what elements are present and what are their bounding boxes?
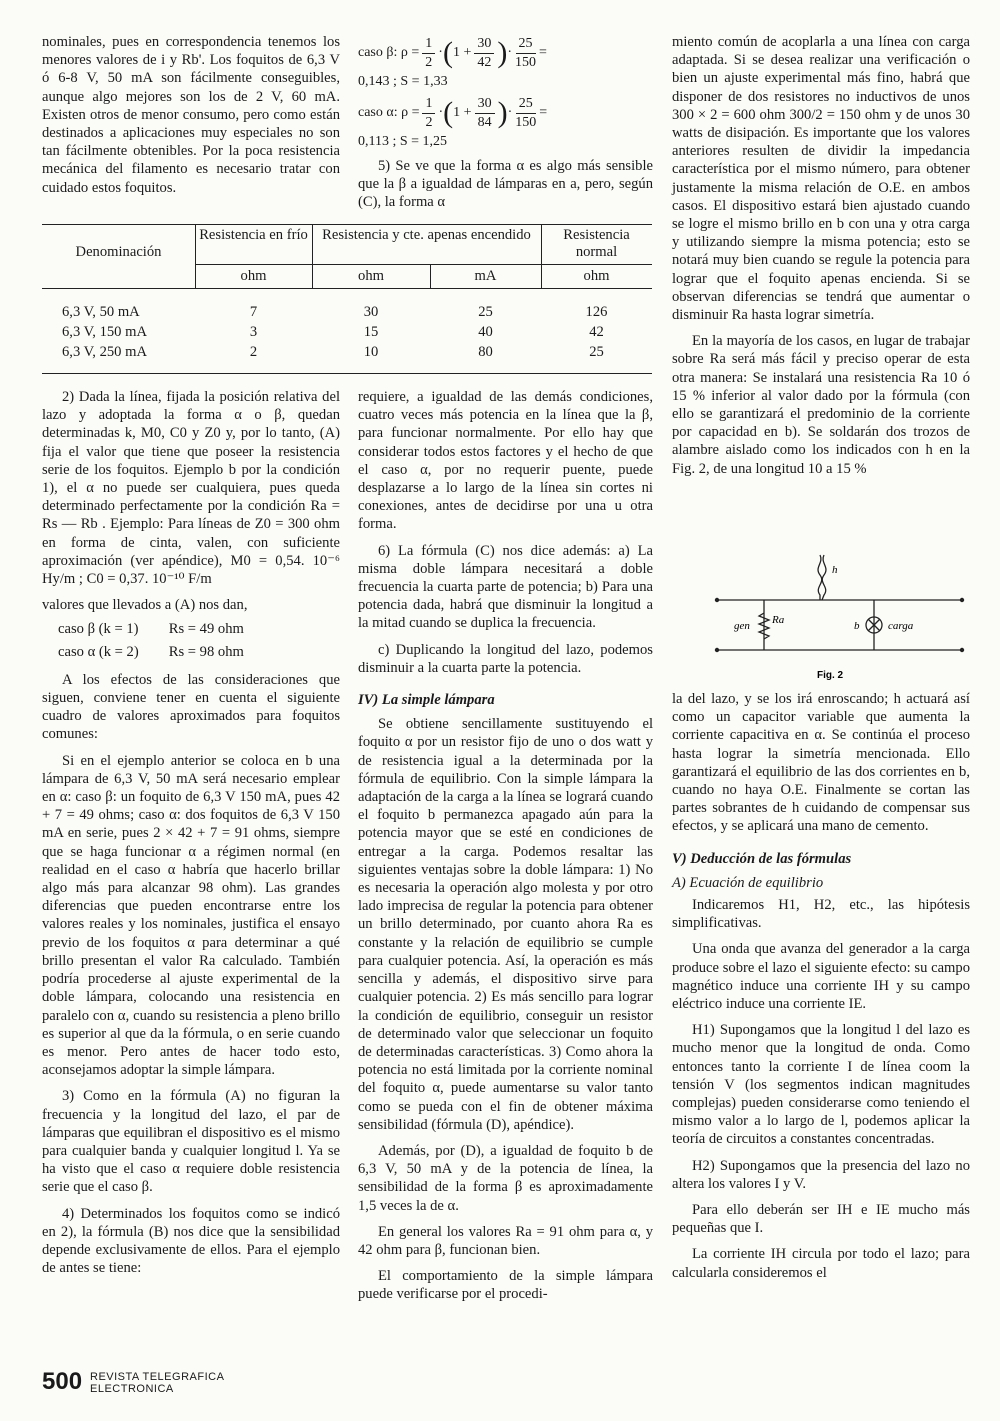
table-cell: 7	[249, 304, 258, 320]
figure-caption: Fig. 2	[817, 670, 844, 681]
section-heading: V) Deducción de las fórmulas	[672, 850, 852, 867]
paragraph: H2) Supongamos que la presencia del lazo no altera los valores I y V.	[672, 1157, 970, 1192]
circuit-diagram	[712, 545, 972, 690]
paragraph: 3) Como en la fórmula (A) no figuran la frecuencia y la longitud del lazo, el par de lámparas que equilibran el dispositivo es el mismo para cualquier banda y cualquier longitud l. Ya se ha visto que el caso α requiere doble resistencia serie que el caso β.	[42, 1088, 340, 1196]
column-3-bottom	[672, 690, 970, 1290]
fig-label-ra: Ra	[772, 614, 785, 626]
column-2-top	[358, 33, 653, 220]
paragraph: La corriente IH circula por todo el lazo; para calcularla consideremos el	[672, 1246, 970, 1281]
cases-table	[58, 618, 254, 662]
table-cell: 10	[363, 344, 379, 360]
table-header-normal: Resistencia normal	[563, 227, 630, 260]
paragraph: 4) Determinados los foquitos como se indicó en 2), la fórmula (B) nos dice que la sensibilidad depende exclusivamente de ellos. Para el ejemplo de antes se tiene:	[42, 1205, 340, 1277]
fraction: $\frac{25}{150}$	[515, 35, 537, 70]
fraction: $\frac{30}{84}$	[475, 95, 495, 132]
data-table	[42, 224, 652, 374]
magazine-name-line2: ELECTRONICA	[90, 1383, 174, 1395]
paragraph: En la mayoría de los casos, en lugar de trabajar sobre Ra será más fácil y preciso operar de esta otra manera: Se instalará una resistencia Ra 10 ó 15 % inferior al valor dado por la fórmula (con ello se garantizará el predominio de la corriente por capacidad en b). Se soldarán dos trozos de alambre aislado como los indicados con h en la Fig. 2, de una longitud 10 a 15 %	[672, 333, 970, 477]
fraction: $\frac{1}{2}$	[422, 35, 435, 72]
paragraph: 2) Dada la línea, fijada la posición relativa del lazo y adoptada la forma α o β, quedan determinadas k, M0, C0 y Z0 y, por lo tanto, (A) fija el valor que tiene que poseer la resistencia serie de los foquitos. Ejemplo b por la condición 1), el α no puede ser cualquiera, pues queda determinado perfectamente por la condición Ra = Rs — Rb . Ejemplo: Para líneas de Z0 = 300 ohm en forma de cinta, valen, con suficiente aproximación (ver apéndice), M0 = 0,54. 10⁻⁶ Hy/m ; C0 = 0,37. 10⁻¹⁰ F/m	[42, 389, 340, 588]
magazine-name	[90, 1371, 224, 1395]
paragraph: En general los valores Ra = 91 ohm para α, y 42 ohm para β, funcionan bien.	[358, 1223, 653, 1258]
column-2-bottom	[358, 388, 653, 1312]
table-cell: 126	[585, 304, 608, 320]
section-heading: IV) La simple lámpara	[358, 692, 495, 709]
table-cell: 6,3 V, 150 mA	[62, 324, 148, 340]
fraction: $\frac{30}{42}$	[474, 35, 494, 72]
case-label: caso β (k = 1)	[58, 621, 139, 638]
paragraph: Además, por (D), a igualdad de foquito b de 6,3 V, 50 mA y de la potencia de línea, la sensibilidad de la forma β es aproximadamente 1,5 veces la de α.	[358, 1142, 653, 1214]
paragraph: Una onda que avanza del generador a la carga produce sobre el lazo el siguiente efecto: su campo magnético induce una corriente IH y su campo eléctrico induce una corriente IE.	[672, 941, 970, 1013]
paragraph: Indicaremos H1, H2, etc., las hipótesis simplificativas.	[672, 897, 970, 932]
paragraph: A los efectos de las consideraciones que siguen, conviene tener en cuenta el siguiente cuadro de valores aproximados para foquitos comunes:	[42, 671, 340, 743]
fraction: $\frac{25}{150}$	[515, 95, 537, 130]
fig-label-carga: carga	[888, 620, 914, 632]
fig-label-b: b	[854, 620, 860, 632]
paragraph: requiere, a igualdad de las demás condiciones, cuatro veces más potencia en la línea que la β, para funcionar normalmente. Por ello hay que considerar todos estos factores y el hecho de que el caso α, por no requerir puente, puede desplazarse a lo largo de la línea sin cortes ni conexiones, antes de decidirse por una u otra forma.	[358, 389, 653, 533]
table-header-frio: Resistencia en frío	[199, 227, 308, 243]
table-header-denominacion: Denominación	[75, 244, 162, 260]
figure-2	[712, 545, 972, 690]
table-cell: 80	[478, 344, 493, 360]
eq-result: 0,113 ; S = 1,25	[358, 134, 448, 149]
paragraph: 6) La fórmula (C) nos dice además: a) La misma doble lámpara necesitará a doble frecuencia la cuarta parte de potencia; b) Para una potencia dada, habrá que disminuir la longitud a la mitad cuando se duplica la frecuencia.	[358, 542, 653, 632]
paragraph: 5) Se ve que la forma α es algo más sensible que la β a igualdad de lámparas en a, pero, según (C), la forma α	[358, 158, 653, 211]
paragraph: valores que llevados a (A) nos dan,	[42, 597, 248, 614]
table-cell: 25	[478, 304, 493, 320]
paragraph: Para ello deberán ser IH e IE mucho más pequeñas que I.	[672, 1202, 970, 1237]
paragraph: Si en el ejemplo anterior se coloca en b una lámpara de 6,3 V, 50 mA será necesario emplear en α: caso β: un foquito de 6,3 V 150 mA, pues 42 + 7 = 49 ohms; caso α: dos foquitos de 6,3 V 150 mA en serie, pues 2 × 42 + 7 = 91 ohms, siempre que se haga funcionar α a régimen normal (en realidad en el caso α habría que hacerlo brillar algo más para alcanzar 98 ohm). Las grandes diferencias que pueden encontrarse entre los valores reales y los nominales, justifica el ensayo previo de los foquitos α para determinar a qué brillo presentan el valor Ra calculado. También podría procederse al ajuste experimental de la doble lámpara, colocando una resistencia en paralelo con α, cuando su resistencia a pleno brillo es superior al que da la fórmula, o en serie cuando es menor. Pero antes de hacer todo esto, aconsejamos adoptar la simple lámpara.	[42, 752, 340, 1079]
fig-label-h: h	[832, 564, 838, 576]
table-cell: 6,3 V, 250 mA	[62, 344, 148, 360]
table-unit: mA	[474, 268, 497, 284]
table-unit: ohm	[583, 268, 610, 284]
case-value: Rs = 49 ohm	[168, 621, 244, 638]
equation-case-beta: caso β: ρ = $\frac{1}{2}$ · ( 1 + $\frac{30}{42}$ ) · $\frac{25}{150}$ = 0,143 ; S = 1,33	[358, 33, 653, 91]
column-1-top	[42, 33, 340, 205]
fig-label-gen: gen	[734, 620, 750, 632]
subsection-heading: A) Ecuación de equilibrio	[672, 874, 824, 891]
eq-label: caso β: ρ =	[358, 45, 420, 60]
table-cell: 42	[589, 324, 604, 340]
case-value: Rs = 98 ohm	[168, 643, 244, 660]
table-header-cte: Resistencia y cte. apenas encendido	[322, 227, 531, 243]
magazine-name-line1: REVISTA TELEGRAFICA	[90, 1371, 225, 1383]
case-label: caso α (k = 2)	[58, 643, 139, 660]
eq-label: caso α: ρ =	[358, 105, 420, 120]
table-unit: ohm	[240, 268, 267, 284]
paragraph: H1) Supongamos que la longitud l del lazo es mucho menor que la longitud de onda. Como entonces tanto la corriente I de línea coom la tensión V (los segmentos indican magnitudes complejas) pueden considerarse como teniendo el mismo valor a lo largo de l, podemos aplicar la teoría de circuitos a constantes concentradas.	[672, 1022, 970, 1148]
table-cell: 6,3 V, 50 mA	[62, 304, 140, 320]
paragraph: la del lazo, y se los irá enroscando; h actuará así como un capacitor variable que aumenta la corriente capacitiva en α. Se continúa el proceso hasta lograr la simetría mencionada. Ello garantizará el equilibrio de las dos corrientes en b, cuando no haya O.E. Finalmente se cortan las partes sobrantes de h cuidando de compensar sus efectos, y se aplicará una mano de cemento.	[672, 691, 970, 835]
paragraph: nominales, pues en correspondencia tenemos los menores valores de i y Rb'. Los foquitos de 6,3 V ó 6-8 V, 50 mA son fácilmente conseguibles, aunque algo mejores son los de 2 V, 60 mA. Existen otros de menor consumo, pero como están destinados a aplicaciones muy especiales no son tan fácilmente obtenibles. Por la poca resistencia mecánica del filamento es necesario tratar con cuidado estos foquitos.	[42, 34, 340, 196]
equation-case-alpha: caso α: ρ = $\frac{1}{2}$ · ( 1 + $\frac{30}{84}$ ) · $\frac{25}{150}$ = 0,113 ; S = 1,25	[358, 93, 653, 151]
table-unit: ohm	[358, 268, 384, 284]
eq-result: 0,143 ; S = 1,33	[358, 74, 448, 89]
table-cell: 2	[249, 344, 258, 360]
paragraph: c) Duplicando la longitud del lazo, podemos disminuir a la cuarta parte la potencia.	[358, 641, 653, 676]
column-3-top	[672, 33, 970, 486]
paragraph: miento común de acoplarla a una línea con carga adaptada. Si se desea realizar una verificación o bien un ajuste experimental más fino, habrá que disponer de dos resistores no inductivos de unos 300 × 2 = 600 ohm 300/2 = 150 ohm y de unos 30 watts de disipación. Es importante que los valores anteriores resulten de dividir la impedancia característica por el mismo número, para obtener justamente la misma relación de O.E. en ambos casos. El dispositivo estará bien ajustado cuando se logre el mismo brillo en b con una y otra carga y utilizando siempre la misma potencia; esto se notará muy bien cuando se regule la potencia para lograr que el foquito apenas encienda. Si se observan diferencias se tendrá que aumentar o disminuir Ra hasta lograr simetría.	[672, 34, 970, 324]
page-number: 500	[42, 1368, 83, 1395]
fraction: $\frac{1}{2}$	[422, 95, 435, 132]
table-cell: 25	[589, 344, 604, 360]
table-cell: 15	[363, 324, 379, 340]
paragraph: El comportamiento de la simple lámpara puede verificarse por el procedi-	[358, 1268, 653, 1303]
table-cell: 3	[249, 324, 258, 340]
table-cell: 30	[363, 304, 379, 320]
paragraph: Se obtiene sencillamente sustituyendo el foquito α por un resistor fijo de uno o dos watt y de resistencia igual a la determinada por la fórmula de equilibrio. Con la simple lámpara la adaptación de la carga a la línea se logrará cuando el foquito b permanezca apagado aún para la potencia mayor que se esté en condiciones de entregar a la carga. Podemos resaltar las siguientes ventajas sobre la doble lámpara: 1) No es necesaria la operación algo molesta y por otro lado imprecisa de regular la potencia para obtener un brillo determinado, por cuanto ahora Ra es constante y la relación de equilibrio se cumple para cualquier potencia. Así, la operación es más sencilla y además, el dispositivo sirve para cualquier potencia. 2) Es más sencillo para lograr la condición de equilibrio, conseguir un resistor de determinado valor que seleccionar un foquito de determinadas características. 3) Como ahora la potencia no está limitada por la corriente nominal del foquito α, puede aumentarse su valor tanto como se pueda con el fin de obtener máxima sensibilidad (fórmula (D), apéndice).	[358, 716, 653, 1133]
table-cell: 40	[478, 324, 493, 340]
column-1-bottom	[42, 388, 340, 1285]
